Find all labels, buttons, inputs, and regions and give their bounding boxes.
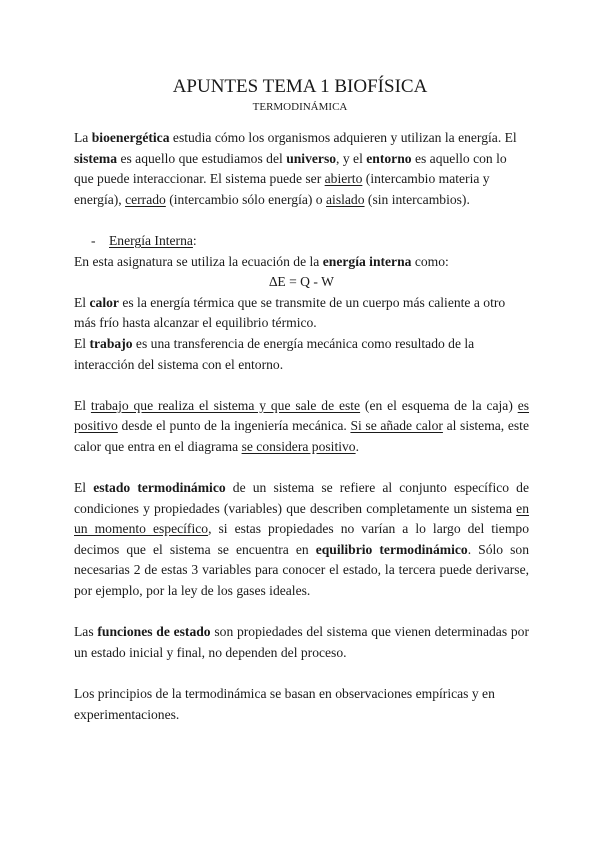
term-equilibrio-termodinamico: equilibrio termodinámico — [315, 541, 468, 557]
term-sistema: sistema — [74, 150, 118, 166]
text-run: desde el punto de la ingeniería mecánica. — [117, 418, 351, 434]
text-run: La — [74, 130, 92, 145]
text-run: En esta asignatura se utiliza la ecuación de la — [74, 253, 323, 269]
text-run: El — [74, 397, 91, 413]
equation: ∆E = Q - W — [269, 274, 334, 290]
energia-paragraph — [74, 252, 529, 273]
text-run: : — [192, 232, 197, 248]
underlined-text: Si se añade calor — [350, 418, 443, 434]
spacer — [74, 375, 529, 396]
term-abierto: abierto — [324, 171, 363, 187]
term-entorno: entorno — [366, 150, 412, 166]
text-run: es la energía térmica que se transmite de un cuerpo más caliente a otro más frío hasta alcanzar el equilibrio térmico. — [74, 294, 506, 331]
text-run: (sin intercambios). — [364, 191, 470, 207]
term-aislado: aislado — [326, 191, 365, 207]
principios-paragraph: Los principios de la termodinámica se basan en observaciones empíricas y en experimentaciones. — [74, 686, 495, 722]
text-run: (intercambio materia y energía), — [74, 171, 490, 207]
term-calor: calor — [89, 294, 119, 310]
term-bioenergetica: bioenergética — [91, 130, 170, 145]
spacer — [74, 458, 529, 479]
text-run: El — [74, 480, 94, 496]
underlined-text: trabajo que realiza el sistema y que sale de este — [90, 397, 361, 413]
text-run: (en el esquema de la caja) — [360, 397, 518, 413]
term-cerrado: cerrado — [125, 191, 166, 207]
funciones-paragraph — [74, 622, 529, 663]
underlined-text: en un momento específico — [74, 500, 529, 537]
term-energia-interna: energía interna — [322, 253, 412, 269]
text-run: . — [355, 438, 359, 454]
text-run: es una transferencia de energía mecánica como resultado de la interacción del sistema con el entorno. — [74, 335, 475, 372]
spacer — [74, 602, 529, 623]
bullet-label: Energía Interna — [109, 232, 193, 248]
text-run: son propiedades del sistema que vienen determinadas por un estado inicial y final, no dependen del proceso. — [74, 624, 529, 660]
text-run: es aquello que estudiamos del — [117, 150, 287, 166]
text-run: . Sólo son necesarias 2 de estas 3 variables para conocer el estado, la tercera puede derivarse, por ejemplo, por la ley de los gases ideales. — [74, 541, 530, 599]
text-run: , si estas propiedades no varían a lo largo del tiempo decimos que el sistema se encuentra en — [74, 521, 530, 557]
text-run: de un sistema se refiere al conjunto específico de condiciones y propiedades (variables) que describen completamente un sistema — [74, 480, 529, 516]
term-trabajo: trabajo — [89, 335, 133, 351]
page-subtitle: TERMODINÁMICA — [252, 101, 348, 113]
bullet-dash: - — [91, 232, 96, 248]
text-run: estudia cómo los organismos adquieren y utilizan la energía. El — [169, 130, 517, 145]
term-estado-termodinamico: estado termodinámico — [93, 480, 226, 496]
term-universo: universo — [286, 150, 337, 166]
text-run: (intercambio sólo energía) o — [165, 191, 327, 207]
spacer — [74, 663, 529, 684]
trabajo-paragraph — [74, 334, 529, 375]
text-run: , y el — [336, 150, 367, 166]
signos-paragraph — [74, 396, 529, 458]
text-run: Las — [74, 624, 98, 640]
term-funciones-de-estado: funciones de estado — [97, 624, 211, 640]
text-run: al sistema, este calor que entra en el diagrama — [74, 418, 529, 454]
text-run: El — [74, 335, 90, 351]
page-title: APUNTES TEMA 1 BIOFÍSICA — [172, 76, 428, 97]
underlined-text: se considera positivo — [241, 438, 356, 454]
text-run: como: — [411, 253, 449, 269]
underlined-text: es positivo — [74, 397, 530, 434]
text-run: es aquello con lo que puede interaccionar. El sistema puede ser — [74, 150, 507, 187]
spacer — [74, 210, 529, 231]
text-run: El — [74, 294, 90, 310]
bullet-energia-interna — [74, 231, 529, 252]
calor-paragraph — [74, 293, 529, 334]
intro-paragraph — [74, 128, 529, 210]
document-body — [74, 128, 529, 725]
estado-paragraph — [74, 478, 529, 602]
